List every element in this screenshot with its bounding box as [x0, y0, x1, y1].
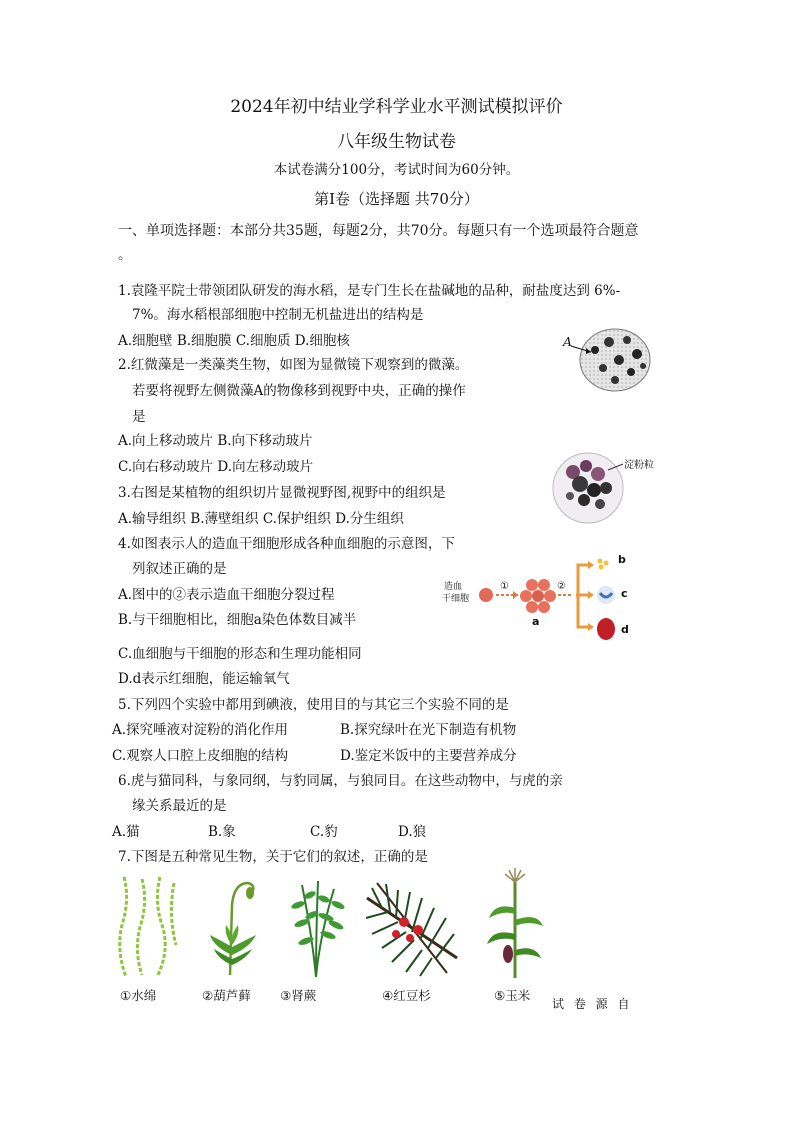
q7-moss-figure [200, 875, 270, 980]
q6-stem-line2: 缘关系最近的是 [132, 798, 227, 814]
q6-option-b: B.象 [208, 824, 236, 840]
q7-caption-yew: ④红豆杉 [382, 988, 431, 1003]
q2-options-1: A.向上移动玻片 B.向下移动玻片 [118, 433, 313, 449]
q2-options-2: C.向右移动玻片 D.向左移动玻片 [118, 459, 314, 475]
q4-stem-cell-figure [440, 553, 635, 653]
q2-stem-line2: 若要将视野左侧微藻A的物像移到视野中央，正确的操作 [132, 383, 466, 399]
q4-fig-stem-label-1: 造血 [444, 582, 463, 592]
q3-fig-label-starch: 淀粉粒 [624, 460, 654, 471]
q4-fig-label-d: d [621, 623, 629, 636]
instructions-line1: 一、单项选择题：本部分共35题，每题2分，共70分。每题只有一个选项最符合题意 [118, 223, 639, 239]
q7-corn-figure [485, 868, 545, 980]
q4-option-c: C.血细胞与干细胞的形态和生理功能相同 [118, 646, 362, 662]
exam-note: 本试卷满分100分，考试时间为60分钟。 [273, 162, 520, 178]
q7-yew-figure [362, 878, 462, 978]
q4-fig-label-b: b [618, 553, 626, 566]
section-heading: 第Ⅰ卷（选择题 共70分） [314, 190, 479, 208]
q4-fig-step-2: ② [557, 581, 566, 592]
q4-fig-label-c: c [621, 587, 628, 600]
q6-option-d: D.狼 [398, 824, 427, 840]
q1-options: A.细胞壁 B.细胞膜 C.细胞质 D.细胞核 [118, 333, 350, 349]
q2-fig-label-a: A [563, 334, 573, 349]
q3-stem: 3.右图是某植物的组织切片显微视野图,视野中的组织是 [118, 485, 446, 501]
q7-caption-corn: ⑤玉米 [494, 988, 531, 1003]
q1-stem-line1: 1.袁隆平院士带领团队研发的海水稻，是专门生长在盐碱地的品种，耐盐度达到 6%- [118, 283, 621, 299]
q2-microalgae-figure [557, 326, 652, 394]
footer-source-text: 试 卷 源 自 [552, 997, 630, 1011]
instructions-line2: 。 [118, 247, 132, 263]
q2-stem-line1: 2.红微藻是一类藻类生物，如图为显微镜下观察到的微藻。 [118, 357, 469, 373]
q7-caption-moss: ②葫芦藓 [202, 988, 251, 1003]
q6-stem-line1: 6.虎与猫同科，与象同纲，与豹同属，与狼同目。在这些动物中，与虎的亲 [118, 773, 563, 789]
q5-option-a: A.探究唾液对淀粉的消化作用 [112, 722, 289, 738]
q4-option-b: B.与干细胞相比，细胞a染色体数目减半 [118, 612, 357, 628]
q4-fig-step-1: ① [500, 581, 509, 592]
q7-spirogyra-figure [112, 875, 182, 980]
q2-stem-line3: 是 [132, 409, 146, 425]
q1-stem-line2: 7%。海水稻根部细胞中控制无机盐进出的结构是 [132, 307, 424, 323]
q5-option-b: B.探究绿叶在光下制造有机物 [340, 722, 517, 738]
exam-subtitle: 八年级生物试卷 [337, 132, 456, 152]
q4-fig-stem-label-2: 干细胞 [442, 594, 470, 604]
q3-tissue-figure [548, 450, 658, 525]
q5-stem: 5.下列四个实验中都用到碘液，使用目的与其它三个实验不同的是 [118, 697, 509, 713]
q6-option-a: A.猫 [112, 824, 140, 840]
q7-stem: 7.下图是五种常见生物，关于它们的叙述，正确的是 [118, 849, 428, 865]
q5-option-d: D.鉴定米饭中的主要营养成分 [340, 748, 517, 764]
exam-title: 2024年初中结业学科学业水平测试模拟评价 [230, 97, 563, 117]
q7-caption-spirogyra: ①水绵 [120, 988, 157, 1003]
q4-stem-line2: 列叙述正确的是 [132, 561, 227, 577]
q7-caption-fern: ③肾蕨 [280, 988, 317, 1003]
q4-fig-label-a: a [532, 615, 540, 628]
q6-option-c: C.豹 [310, 824, 338, 840]
q7-fern-figure [282, 875, 352, 980]
q5-option-c: C.观察人口腔上皮细胞的结构 [112, 748, 289, 764]
q3-options: A.输导组织 B.薄壁组织 C.保护组织 D.分生组织 [118, 511, 404, 527]
q4-option-a: A.图中的②表示造血干细胞分裂过程 [118, 587, 335, 603]
q4-stem-line1: 4.如图表示人的造血干细胞形成各种血细胞的示意图，下 [118, 536, 455, 552]
q4-option-d: D.d表示红细胞，能运输氧气 [118, 671, 290, 687]
